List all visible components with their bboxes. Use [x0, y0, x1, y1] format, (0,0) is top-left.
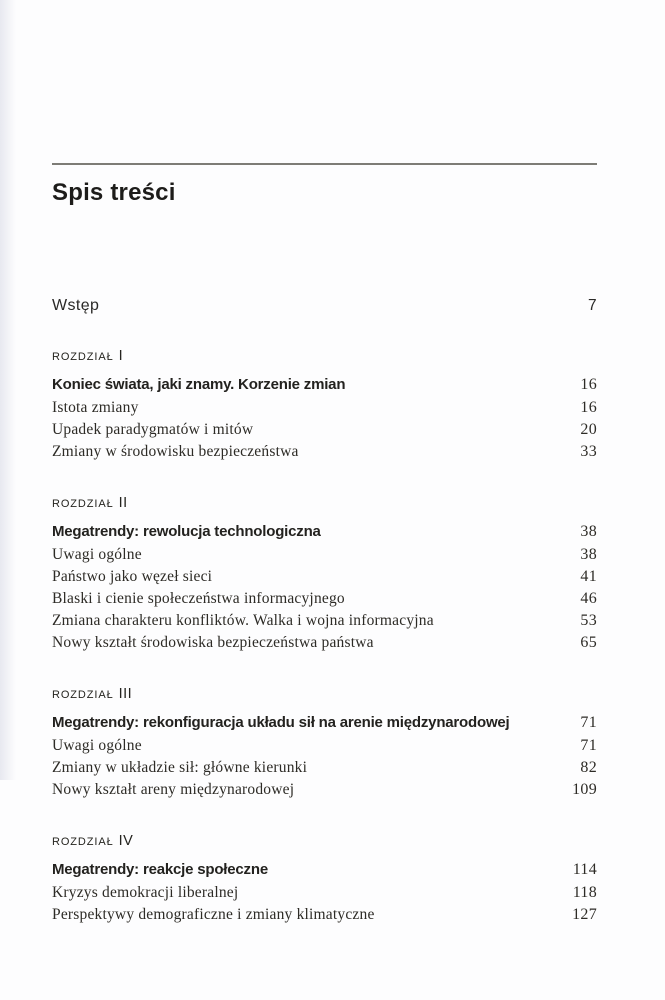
toc-entry-page: 65 — [580, 634, 597, 651]
scan-shade-left — [0, 0, 16, 780]
toc-entry-page: 16 — [580, 399, 597, 416]
chapter-numeral: IV — [118, 833, 134, 849]
page-title: Spis treści — [52, 179, 176, 206]
chapter-label — [52, 687, 597, 703]
chapter-word: ROZDZIAŁ — [52, 498, 114, 510]
toc-entry-label: Uwagi ogólne — [52, 737, 142, 754]
toc-entry-label: Perspektywy demograficzne i zmiany klimatyczne — [52, 906, 375, 923]
chapter-title-row — [52, 520, 597, 544]
chapter-word: ROZDZIAŁ — [52, 689, 114, 701]
chapter-numeral: II — [118, 495, 128, 511]
toc-entry-page: 53 — [580, 612, 597, 629]
toc-intro-page: 7 — [587, 297, 597, 314]
chapter-title-row — [52, 373, 597, 397]
toc-entry-page: 118 — [572, 884, 597, 901]
toc-entry-page: 41 — [580, 568, 597, 585]
toc-entry-page: 71 — [580, 737, 597, 754]
toc-entry-label: Nowy kształt areny międzynarodowej — [52, 781, 295, 798]
chapter-title-row — [52, 858, 597, 882]
chapter-numeral: I — [118, 348, 124, 364]
toc-section-2 — [52, 496, 597, 654]
toc-entry-row — [52, 588, 597, 610]
toc-entry-page: 82 — [580, 759, 597, 776]
toc-entry-row — [52, 544, 597, 566]
toc-intro-row — [52, 295, 597, 316]
toc-entry-page: 33 — [580, 443, 597, 460]
toc-intro-label: Wstęp — [52, 297, 100, 314]
toc-section-3 — [52, 687, 597, 801]
chapter-label — [52, 496, 597, 512]
chapter-numeral: III — [118, 686, 133, 702]
chapter-page: 38 — [580, 523, 597, 540]
chapter-label — [52, 834, 597, 850]
toc-section-1 — [52, 349, 597, 463]
toc-entry-page: 38 — [580, 546, 597, 563]
chapter-word: ROZDZIAŁ — [52, 351, 114, 363]
toc-entry-row — [52, 419, 597, 441]
toc-entry-label: Państwo jako węzeł sieci — [52, 568, 213, 585]
toc-entry-row — [52, 397, 597, 419]
toc-entry-row — [52, 882, 597, 904]
toc-entry-label: Kryzys demokracji liberalnej — [52, 884, 239, 901]
chapter-label — [52, 349, 597, 365]
toc-entry-label: Zmiany w środowisku bezpieczeństwa — [52, 443, 299, 460]
toc-entry-row — [52, 904, 597, 926]
chapter-title: Megatrendy: reakcje społeczne — [52, 861, 268, 878]
toc-entry-row — [52, 610, 597, 632]
toc-entry-label: Zmiany w układzie sił: główne kierunki — [52, 759, 308, 776]
chapter-title: Megatrendy: rewolucja technologiczna — [52, 523, 321, 540]
toc-entry-label: Blaski i cienie społeczeństwa informacyjnego — [52, 590, 345, 607]
toc-entry-page: 20 — [580, 421, 597, 438]
toc-entry-row — [52, 735, 597, 757]
chapter-title: Koniec świata, jaki znamy. Korzenie zmian — [52, 376, 346, 393]
toc-content — [52, 163, 597, 926]
toc-entry-label: Upadek paradygmatów i mitów — [52, 421, 254, 438]
toc-section-4 — [52, 834, 597, 926]
toc-entry-row — [52, 441, 597, 463]
toc-entry-row — [52, 779, 597, 801]
header-rule — [52, 163, 597, 165]
toc-entry-row — [52, 632, 597, 654]
toc-entry-label: Nowy kształt środowiska bezpieczeństwa państwa — [52, 634, 374, 651]
toc-entry-row — [52, 757, 597, 779]
toc-entry-page: 109 — [572, 781, 597, 798]
chapter-page: 16 — [580, 376, 597, 393]
toc-entry-label: Istota zmiany — [52, 399, 139, 416]
toc-entry-row — [52, 566, 597, 588]
chapter-word: ROZDZIAŁ — [52, 836, 114, 848]
chapter-page: 71 — [580, 714, 597, 731]
toc-entry-page: 46 — [580, 590, 597, 607]
toc-entry-label: Zmiana charakteru konfliktów. Walka i wojna informacyjna — [52, 612, 434, 629]
toc-entry-label: Uwagi ogólne — [52, 546, 142, 563]
chapter-title-row — [52, 711, 597, 735]
chapter-title: Megatrendy: rekonfiguracja układu sił na arenie międzynarodowej — [52, 714, 510, 731]
toc-entry-page: 127 — [572, 906, 597, 923]
chapter-page: 114 — [572, 861, 597, 878]
